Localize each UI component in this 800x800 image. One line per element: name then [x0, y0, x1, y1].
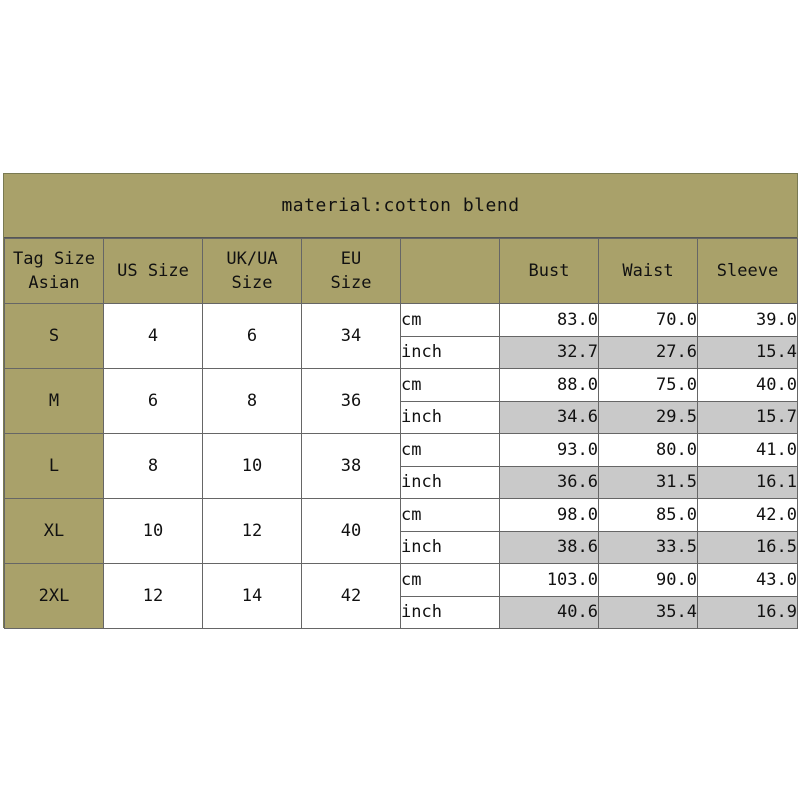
chart-title: material:cotton blend [4, 174, 797, 238]
table-row [5, 369, 798, 402]
waist-cell: 29.5 [599, 401, 698, 434]
sleeve-cell: 39.0 [698, 304, 798, 337]
sleeve-cell: 15.7 [698, 401, 798, 434]
size-chart [3, 173, 798, 628]
sleeve-cell: 43.0 [698, 564, 798, 597]
unit-cell: cm [401, 304, 500, 337]
us-size-cell: 12 [104, 564, 203, 629]
waist-cell: 33.5 [599, 531, 698, 564]
table-row [5, 564, 798, 597]
unit-cell: inch [401, 336, 500, 369]
bust-cell: 98.0 [500, 499, 599, 532]
bust-cell: 40.6 [500, 596, 599, 629]
table-row [5, 434, 798, 467]
header-bust: Bust [500, 239, 599, 304]
table-row [5, 499, 798, 532]
waist-cell: 85.0 [599, 499, 698, 532]
sleeve-cell: 16.9 [698, 596, 798, 629]
sleeve-cell: 40.0 [698, 369, 798, 402]
waist-cell: 31.5 [599, 466, 698, 499]
bust-cell: 34.6 [500, 401, 599, 434]
tag-size-cell: M [5, 369, 104, 434]
unit-cell: inch [401, 596, 500, 629]
header-uk-size: UK/UA Size [203, 239, 302, 304]
sleeve-cell: 41.0 [698, 434, 798, 467]
waist-cell: 27.6 [599, 336, 698, 369]
waist-cell: 90.0 [599, 564, 698, 597]
us-size-cell: 10 [104, 499, 203, 564]
header-us-size: US Size [104, 239, 203, 304]
eu-size-cell: 42 [302, 564, 401, 629]
tag-size-cell: XL [5, 499, 104, 564]
waist-cell: 70.0 [599, 304, 698, 337]
bust-cell: 38.6 [500, 531, 599, 564]
eu-size-cell: 34 [302, 304, 401, 369]
unit-cell: cm [401, 369, 500, 402]
bust-cell: 83.0 [500, 304, 599, 337]
size-table [4, 238, 798, 629]
waist-cell: 75.0 [599, 369, 698, 402]
tag-size-cell: S [5, 304, 104, 369]
sleeve-cell: 42.0 [698, 499, 798, 532]
waist-cell: 35.4 [599, 596, 698, 629]
us-size-cell: 8 [104, 434, 203, 499]
uk-size-cell: 12 [203, 499, 302, 564]
header-waist: Waist [599, 239, 698, 304]
unit-cell: cm [401, 564, 500, 597]
header-unit [401, 239, 500, 304]
uk-size-cell: 14 [203, 564, 302, 629]
unit-cell: inch [401, 401, 500, 434]
bust-cell: 88.0 [500, 369, 599, 402]
sleeve-cell: 15.4 [698, 336, 798, 369]
header-row [5, 239, 798, 304]
tag-size-cell: L [5, 434, 104, 499]
sleeve-cell: 16.1 [698, 466, 798, 499]
us-size-cell: 6 [104, 369, 203, 434]
bust-cell: 103.0 [500, 564, 599, 597]
unit-cell: inch [401, 531, 500, 564]
table-row [5, 304, 798, 337]
eu-size-cell: 40 [302, 499, 401, 564]
bust-cell: 93.0 [500, 434, 599, 467]
eu-size-cell: 36 [302, 369, 401, 434]
unit-cell: inch [401, 466, 500, 499]
sleeve-cell: 16.5 [698, 531, 798, 564]
header-sleeve: Sleeve [698, 239, 798, 304]
uk-size-cell: 8 [203, 369, 302, 434]
header-eu-size: EU Size [302, 239, 401, 304]
header-tag-size: Tag Size Asian [5, 239, 104, 304]
bust-cell: 36.6 [500, 466, 599, 499]
unit-cell: cm [401, 434, 500, 467]
bust-cell: 32.7 [500, 336, 599, 369]
unit-cell: cm [401, 499, 500, 532]
waist-cell: 80.0 [599, 434, 698, 467]
tag-size-cell: 2XL [5, 564, 104, 629]
eu-size-cell: 38 [302, 434, 401, 499]
uk-size-cell: 10 [203, 434, 302, 499]
uk-size-cell: 6 [203, 304, 302, 369]
us-size-cell: 4 [104, 304, 203, 369]
